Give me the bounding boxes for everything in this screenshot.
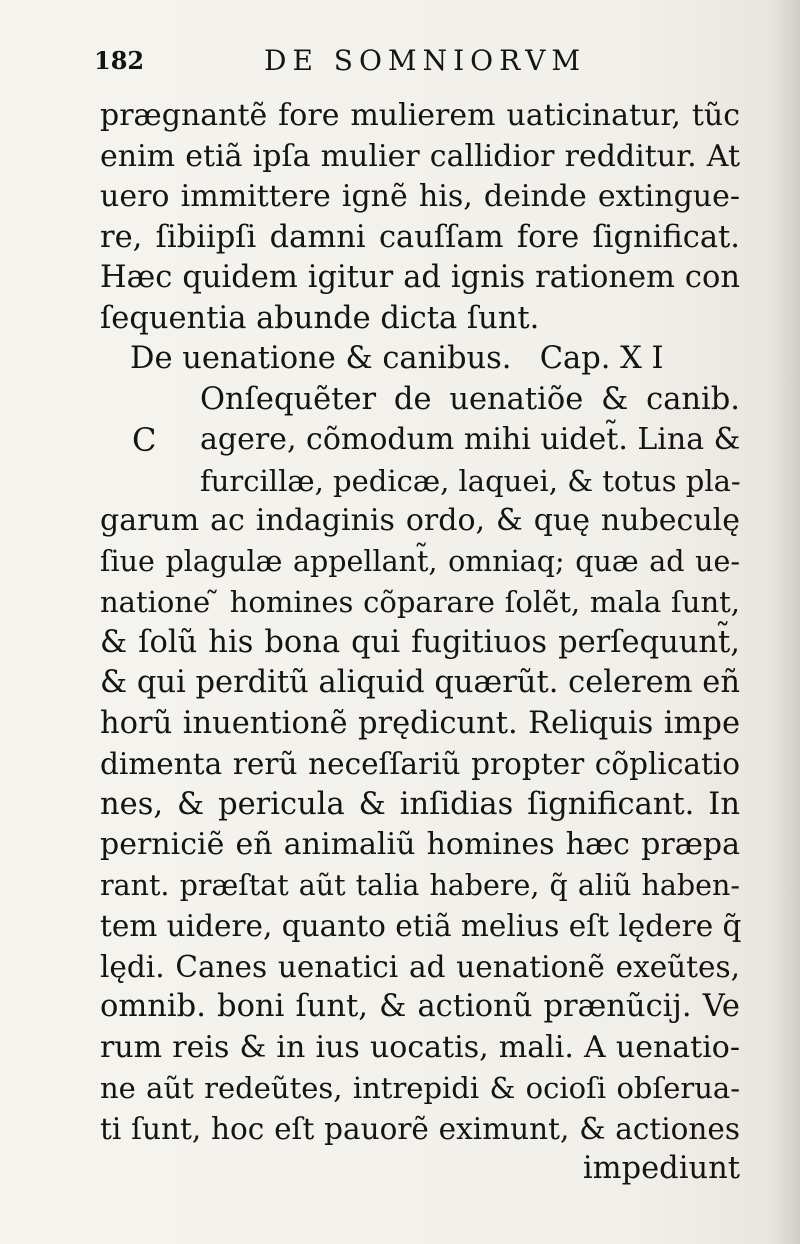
text-line: ti ſunt, hoc eſt pauorẽ eximunt, & actiones (100, 1111, 740, 1146)
text-line (100, 461, 740, 502)
text-line: ſequentia abunde dicta ſunt. (100, 300, 540, 336)
chapter-heading (100, 339, 740, 380)
text-line: & qui perditũ aliquid quærũt. celerem eñ (100, 665, 740, 700)
text-block (100, 96, 740, 1190)
text-line: perniciẽ eñ animaliũ homines hæc præpa (100, 827, 740, 862)
chapter-title: De uenatione & canibus. (130, 341, 512, 376)
text-line (100, 420, 740, 461)
text-line: & ſolũ his bona qui fugitiuos perſequunt̃, (100, 624, 740, 660)
guide-letter: C (132, 421, 157, 459)
text-line: natione ̃ homines cõparare ſolẽt, mala ſunt, (100, 585, 740, 619)
catchword: impediunt (582, 1151, 740, 1186)
line-text: furcillæ, pedicæ, laquei, & totus pla- (200, 463, 741, 498)
text-line: horũ inuentionẽ prędicunt. Reliquis impe (100, 705, 740, 741)
page-gutter-shadow (770, 0, 800, 1244)
text-line: uero immittere ignẽ his, deinde extingue- (100, 179, 740, 214)
page-header (94, 44, 734, 84)
text-line: tem uidere, quanto etiã melius eſt lędere q̃ (100, 909, 742, 943)
text-line: omnib. boni ſunt, & actionũ prænũcij. Ve (100, 989, 740, 1024)
text-line: re, ſibiipſi damni cauſſam fore ſignificat. (100, 219, 740, 255)
text-line: Hæc quidem igitur ad ignis rationem con (100, 260, 740, 295)
text-line: enim etiã ipſa mulier callidior redditur. At (100, 138, 740, 174)
text-line: dimenta rerũ neceſſariũ propter cõplicatio (100, 747, 740, 781)
text-line: rant. præſtat aũt talia habere, q̃ aliũ haben- (100, 868, 740, 902)
line-text: agere, cõmodum mihi uidet̃. Lina & (200, 422, 741, 457)
text-line: ſiue plagulæ appellant̃, omniaq; quæ ad ue- (100, 544, 740, 578)
line-text: Onſequẽter de uenatiõe & canib. (200, 381, 740, 417)
page-number: 182 (94, 46, 145, 75)
text-line: ne aũt redeũtes, intrepidi & ocioſi obſerua- (100, 1071, 740, 1105)
text-line: lędi. Canes uenatici ad uenationẽ exeũtes, (100, 949, 740, 984)
text-line (100, 380, 740, 421)
text-line: garum ac indaginis ordo, & quę nubeculę (100, 503, 740, 538)
running-head: DE SOMNIORVM (264, 44, 587, 77)
text-line: nes, & pericula & inſidias ſignificant. In (100, 786, 740, 822)
text-line: rum reis & in ius uocatis, mali. A uenatio- (100, 1029, 740, 1065)
chapter-number: Cap. X I (539, 341, 664, 376)
text-line: prægnantẽ fore mulierem uaticinatur, tũc (100, 98, 740, 133)
